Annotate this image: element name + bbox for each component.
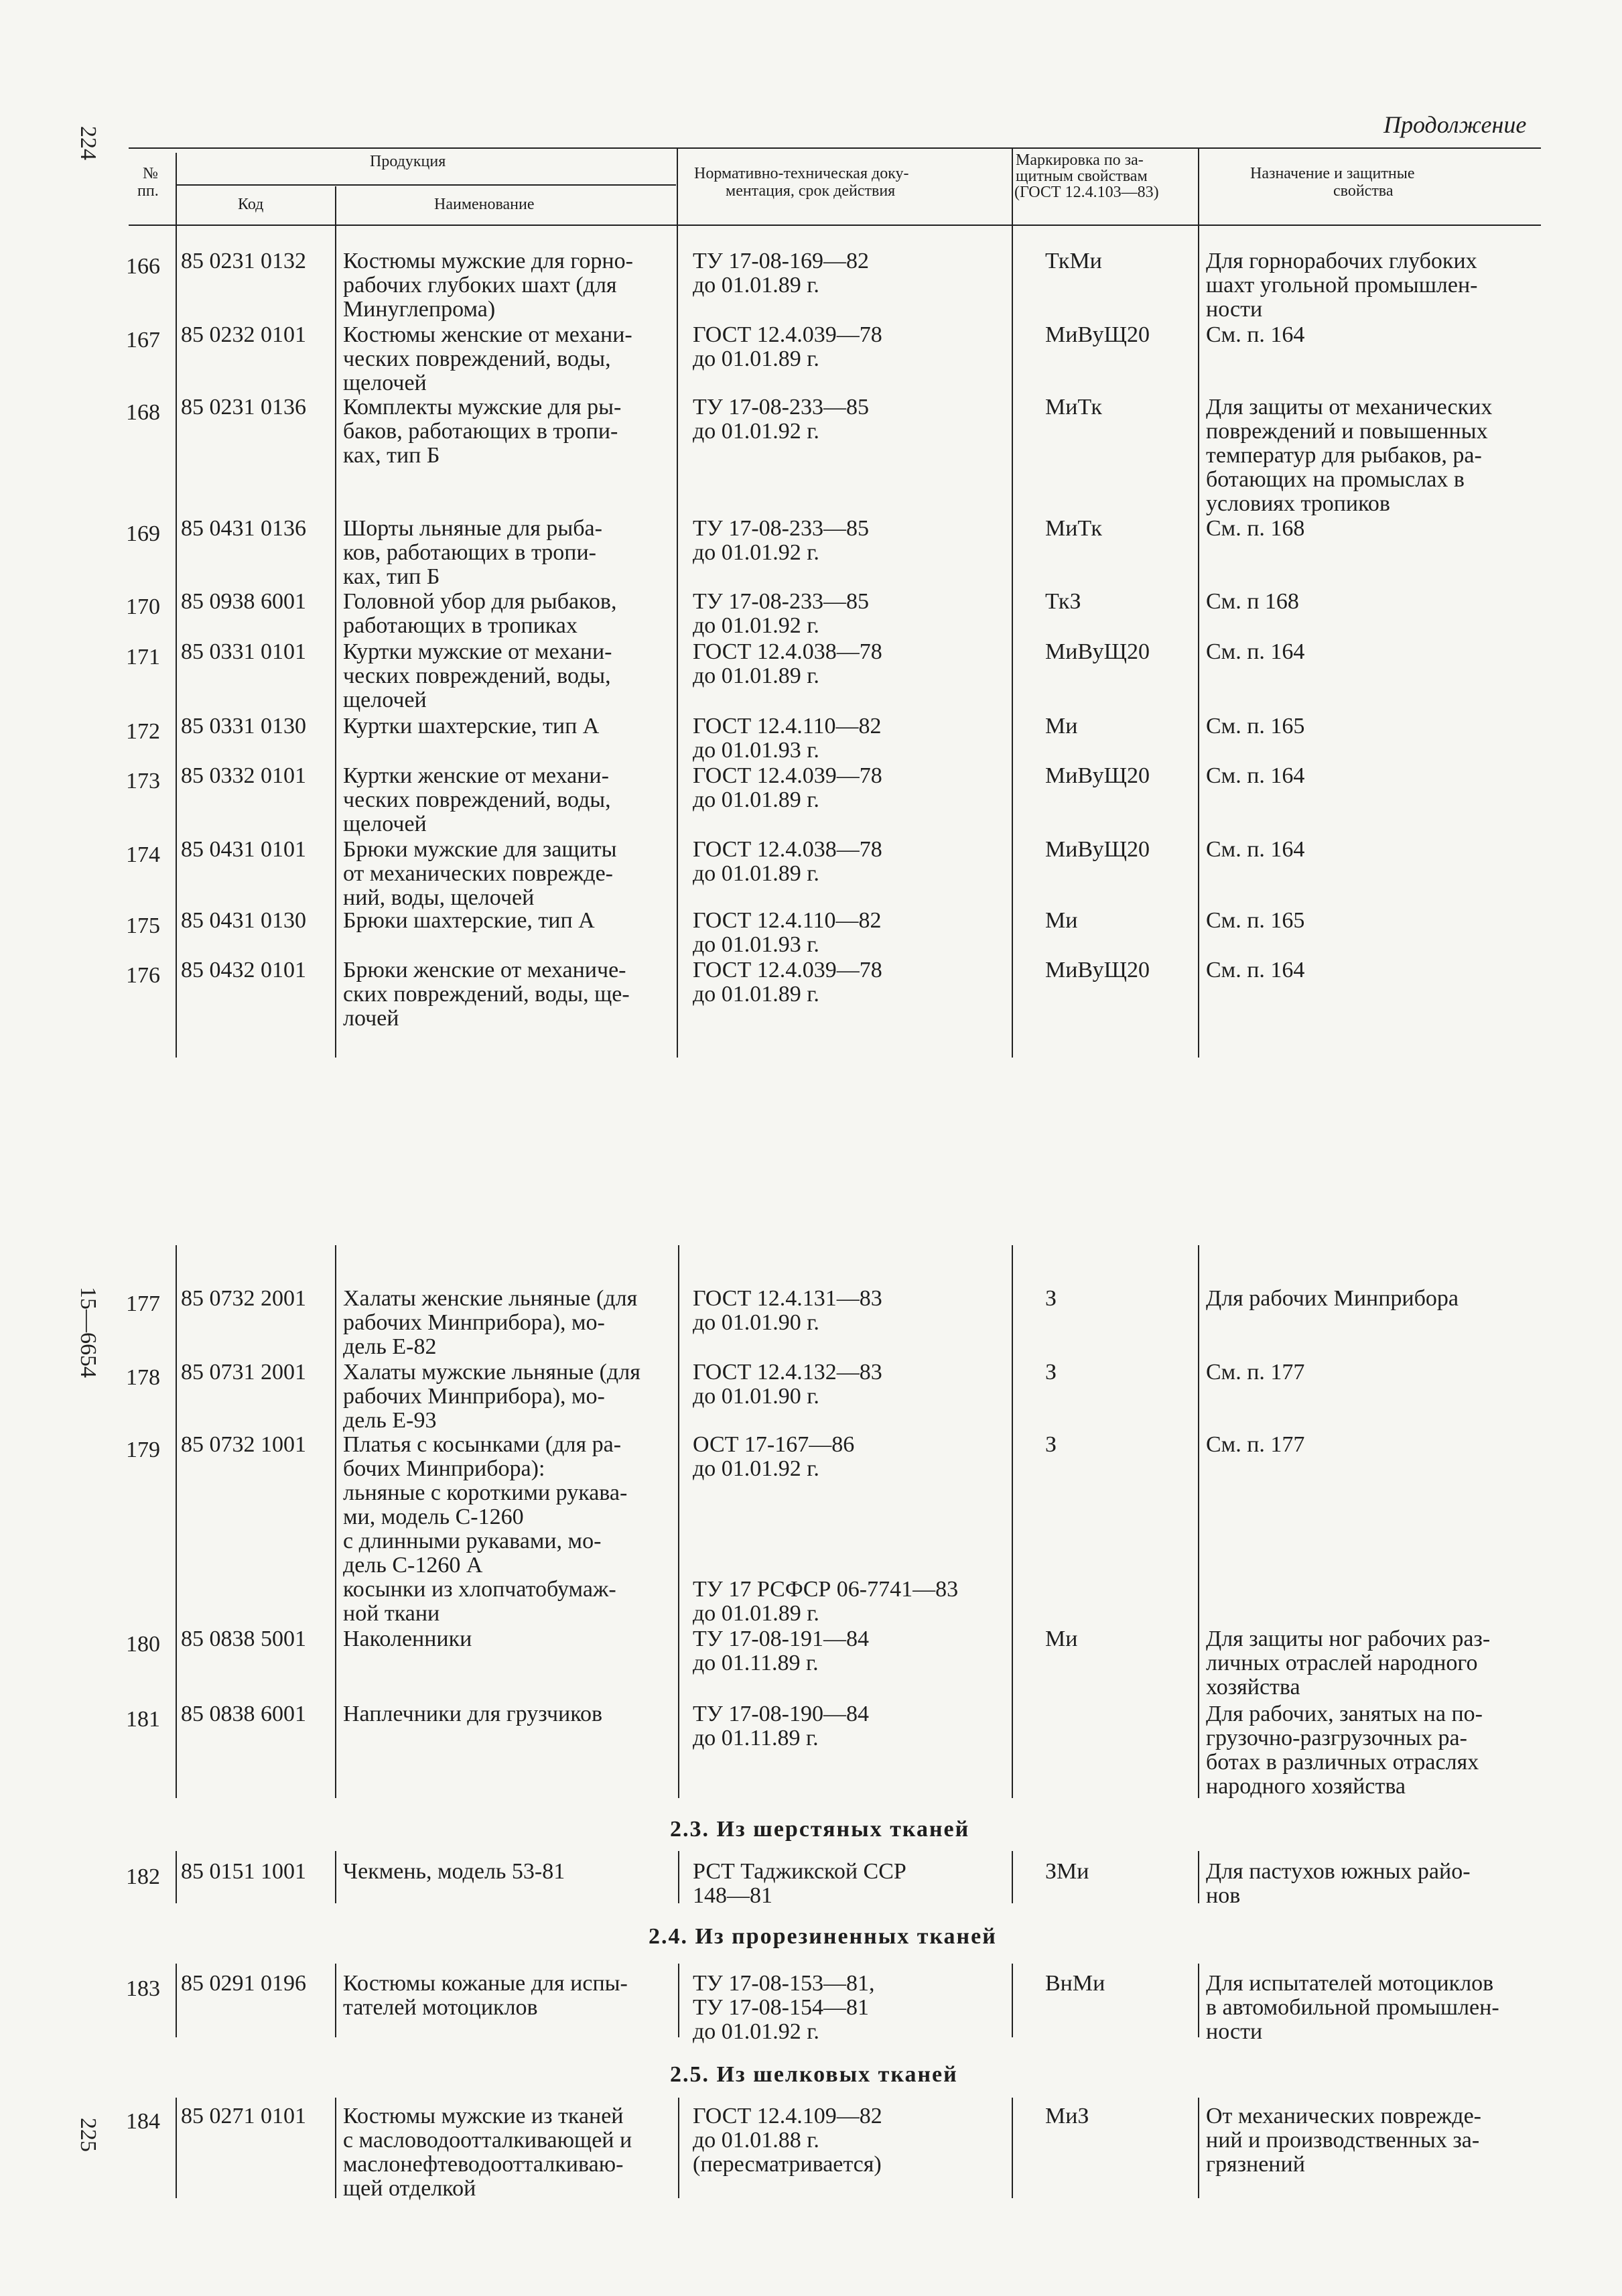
norm-doc-line: до 01.01.92 г.: [693, 613, 819, 638]
purpose-line: ботающих на промыслах в: [1206, 467, 1465, 492]
product-subrule: [176, 184, 676, 186]
product-code: 85 0732 1001: [181, 1432, 306, 1457]
product-name-line: ках, тип Б: [343, 564, 440, 589]
norm-doc-line: ГОСТ 12.4.131—83: [693, 1286, 882, 1311]
purpose-line: хозяйства: [1206, 1675, 1300, 1700]
col-rule-182a: [176, 1851, 177, 1903]
row-number: 180: [126, 1632, 160, 1657]
norm-doc-line: РСТ Таджикской ССР: [693, 1859, 906, 1884]
protection-marking: МиЗ: [1045, 2104, 1089, 2128]
norm-doc-line: ТУ 17-08-190—84: [693, 1702, 869, 1726]
product-name-line: баков, работающих в тропи-: [343, 419, 618, 444]
norm-doc-line: ОСТ 17-167—86: [693, 1432, 855, 1457]
purpose-line: в автомобильной промышлен-: [1206, 1995, 1499, 2020]
product-name-line: лочей: [343, 1006, 399, 1031]
row-number: 178: [126, 1365, 160, 1390]
product-name-line: Костюмы мужские из тканей: [343, 2104, 624, 2128]
product-name-line: дель Е-93: [343, 1408, 437, 1433]
protection-marking: МиВуЩ20: [1045, 763, 1150, 788]
product-name-line: Брюки шахтерские, тип А: [343, 908, 595, 933]
header-product: Продукция: [370, 153, 446, 170]
header-name: Наименование: [434, 196, 535, 213]
product-name-line: бочих Минприбора):: [343, 1456, 545, 1481]
product-name-line: ков, работающих в тропи-: [343, 540, 596, 565]
protection-marking: МиВуЩ20: [1045, 639, 1150, 664]
product-name-line: Костюмы кожаные для испы-: [343, 1971, 628, 1996]
norm-doc-line: (пересматривается): [693, 2152, 882, 2177]
product-name-line: рабочих Минприбора), мо-: [343, 1310, 605, 1335]
col-rule-182c: [678, 1851, 679, 1903]
product-code: 85 0431 0101: [181, 837, 306, 862]
col-rule-2: [335, 186, 336, 1058]
norm-doc-line: до 01.01.88 г.: [693, 2128, 819, 2153]
page-number-right: 225: [76, 2118, 100, 2152]
norm-doc-line: до 01.01.89 г.: [693, 273, 819, 298]
purpose-line: температур для рыбаков, ра-: [1206, 443, 1482, 468]
col-rule-182d: [1012, 1851, 1013, 1903]
purpose-line: ний и производственных за-: [1206, 2128, 1480, 2153]
product-code: 85 0432 0101: [181, 958, 306, 982]
col-rule-184a: [176, 2098, 177, 2198]
product-code: 85 0938 6001: [181, 589, 306, 614]
purpose-line: Для пастухов южных райо-: [1206, 1859, 1471, 1884]
product-name-line: ми, модель С-1260: [343, 1505, 524, 1529]
protection-marking: Ми: [1045, 1627, 1078, 1651]
norm-doc-line: ГОСТ 12.4.110—82: [693, 714, 882, 739]
norm-doc-line: до 01.11.89 г.: [693, 1726, 819, 1750]
col-rule-183d: [1012, 1964, 1013, 2037]
col-rule-184b: [335, 2098, 336, 2198]
product-name-line: дель Е-82: [343, 1334, 437, 1359]
row-number: 169: [126, 521, 160, 546]
purpose-line: Для испытателей мотоциклов: [1206, 1971, 1494, 1996]
product-code: 85 0271 0101: [181, 2104, 306, 2128]
purpose-line: шахт угольной промышлен-: [1206, 273, 1478, 298]
norm-doc-line: до 01.01.89 г.: [693, 787, 819, 812]
norm-doc-line: до 01.01.90 г.: [693, 1310, 819, 1335]
protection-marking: Ми: [1045, 908, 1078, 933]
purpose-line: См. п. 164: [1206, 763, 1305, 788]
purpose-line: См. п. 177: [1206, 1360, 1305, 1385]
col-rule-182b: [335, 1851, 336, 1903]
product-name-line: Головной убор для рыбаков,: [343, 589, 617, 614]
col-rule-3: [677, 149, 678, 1058]
product-code: 85 0838 5001: [181, 1627, 306, 1651]
row-number: 182: [126, 1864, 160, 1889]
row-number: 166: [126, 254, 160, 279]
purpose-line: См. п. 164: [1206, 322, 1305, 347]
norm-doc-line: до 01.01.92 г.: [693, 2019, 819, 2044]
norm-doc-line: 148—81: [693, 1883, 772, 1908]
purpose-line: условиях тропиков: [1206, 491, 1390, 516]
protection-marking: ТкМи: [1045, 249, 1102, 273]
product-name-line: Платья с косынками (для ра-: [343, 1432, 622, 1457]
product-name-line: ских повреждений, воды, ще-: [343, 982, 630, 1007]
row-number: 183: [126, 1976, 160, 2001]
col-rule-1b: [176, 1245, 177, 1798]
norm-doc-line: ТУ 17-08-233—85: [693, 589, 869, 614]
header-code: Код: [238, 196, 264, 213]
purpose-line: Для горнорабочих глубоких: [1206, 249, 1477, 273]
product-name-line: щелочей: [343, 812, 427, 836]
col-rule-183c: [678, 1964, 679, 2037]
protection-marking: МиВуЩ20: [1045, 837, 1150, 862]
product-code: 85 0331 0130: [181, 714, 306, 739]
product-name-line: ческих повреждений, воды,: [343, 787, 611, 812]
product-name-line: Костюмы мужские для горно-: [343, 249, 633, 273]
product-name-line: дель С-1260 А: [343, 1553, 483, 1578]
protection-marking: Ми: [1045, 714, 1078, 739]
purpose-line: народного хозяйства: [1206, 1774, 1406, 1799]
section-heading-silk: 2.5. Из шелковых тканей: [670, 2062, 958, 2087]
product-code: 85 0231 0132: [181, 249, 306, 273]
product-name-line: Комплекты мужские для ры-: [343, 395, 622, 420]
product-code: 85 0231 0136: [181, 395, 306, 420]
product-code: 85 0732 2001: [181, 1286, 306, 1311]
norm-doc-line: ГОСТ 12.4.039—78: [693, 958, 882, 982]
protection-marking: З: [1045, 1286, 1057, 1311]
col-rule-5b: [1198, 1245, 1199, 1798]
header-purpose: Назначение и защитные: [1250, 165, 1415, 182]
purpose-line: См. п. 164: [1206, 837, 1305, 862]
row-number: 167: [126, 328, 160, 353]
product-name-line: рабочих глубоких шахт (для: [343, 273, 617, 298]
norm-doc-line: ГОСТ 12.4.039—78: [693, 763, 882, 788]
continuation-label: Продолжение: [1383, 111, 1527, 138]
col-rule-184d: [1012, 2098, 1013, 2198]
col-rule-5: [1198, 149, 1199, 1058]
header-purpose-2: свойства: [1333, 182, 1394, 200]
row-number: 175: [126, 913, 160, 938]
norm-doc-line: ТУ 17-08-233—85: [693, 395, 869, 420]
purpose-line: См. п. 168: [1206, 516, 1305, 541]
product-name-line: Куртки женские от механи-: [343, 763, 609, 788]
product-name-line: Шорты льняные для рыба-: [343, 516, 602, 541]
product-code: 85 0151 1001: [181, 1859, 306, 1884]
purpose-line: ботах в различных отраслях: [1206, 1750, 1479, 1775]
product-name-line: тателей мотоциклов: [343, 1995, 538, 2020]
product-name-line: Костюмы женские от механи-: [343, 322, 632, 347]
purpose-line: См. п 168: [1206, 589, 1299, 614]
product-name-line: Брюки женские от механиче-: [343, 958, 626, 982]
product-name-line: льняные с короткими рукава-: [343, 1480, 628, 1505]
purpose-line: Для рабочих Минприбора: [1206, 1286, 1459, 1311]
product-name-line: Чекмень, модель 53-81: [343, 1859, 565, 1884]
purpose-line: См. п. 164: [1206, 958, 1305, 982]
row-number: 174: [126, 842, 160, 867]
row-number: 177: [126, 1291, 160, 1316]
norm-doc-line: ТУ 17 РСФСР 06-7741—83: [693, 1577, 959, 1602]
norm-doc-line: до 01.01.89 г.: [693, 982, 819, 1007]
product-name-line: косынки из хлопчатобумаж-: [343, 1577, 616, 1602]
col-rule-3b: [678, 1245, 679, 1798]
product-name-line: с длинными рукавами, мо-: [343, 1529, 602, 1553]
norm-doc-line: до 01.01.89 г.: [693, 1601, 819, 1626]
purpose-line: Для рабочих, занятых на по-: [1206, 1702, 1483, 1726]
product-name-line: работающих в тропиках: [343, 613, 578, 638]
purpose-line: повреждений и повышенных: [1206, 419, 1488, 444]
norm-doc-line: ТУ 17-08-153—81,: [693, 1971, 875, 1996]
row-number: 176: [126, 963, 160, 988]
purpose-line: ности: [1206, 297, 1263, 322]
header-num: №: [143, 165, 158, 182]
product-name-line: Куртки шахтерские, тип А: [343, 714, 600, 739]
protection-marking: МиВуЩ20: [1045, 958, 1150, 982]
product-name-line: ной ткани: [343, 1601, 440, 1626]
norm-doc-line: до 01.01.89 г.: [693, 663, 819, 688]
purpose-line: Для защиты от механических: [1206, 395, 1493, 420]
protection-marking: МиТк: [1045, 395, 1102, 420]
norm-doc-line: ГОСТ 12.4.109—82: [693, 2104, 882, 2128]
section-heading-rubberized: 2.4. Из прорезиненных тканей: [649, 1924, 997, 1949]
row-number: 184: [126, 2109, 160, 2134]
purpose-line: См. п. 165: [1206, 714, 1305, 739]
purpose-line: См. п. 165: [1206, 908, 1305, 933]
norm-doc-line: до 01.01.93 г.: [693, 932, 819, 957]
product-name-line: щей отделкой: [343, 2176, 476, 2201]
row-number: 171: [126, 645, 160, 669]
product-name-line: Халаты женские льняные (для: [343, 1286, 638, 1311]
col-rule-1: [176, 153, 177, 1058]
norm-doc-line: до 01.01.92 г.: [693, 1456, 819, 1481]
product-name-line: от механических поврежде-: [343, 861, 613, 886]
col-rule-183a: [176, 1964, 177, 2037]
norm-doc-line: до 01.01.90 г.: [693, 1384, 819, 1409]
purpose-line: ности: [1206, 2019, 1263, 2044]
product-name-line: Наплечники для грузчиков: [343, 1702, 603, 1726]
header-norm-2: ментация, срок действия: [726, 182, 896, 200]
signature-mark: 15—6654: [76, 1287, 100, 1378]
product-name-line: Брюки мужские для защиты: [343, 837, 617, 862]
col-rule-183b: [335, 1964, 336, 2037]
header-mark: Маркировка по за-: [1016, 151, 1144, 169]
protection-marking: МиТк: [1045, 516, 1102, 541]
purpose-line: нов: [1206, 1883, 1241, 1908]
product-code: 85 0431 0130: [181, 908, 306, 933]
norm-doc-line: ГОСТ 12.4.132—83: [693, 1360, 882, 1385]
norm-doc-line: ГОСТ 12.4.039—78: [693, 322, 882, 347]
norm-doc-line: до 01.01.89 г.: [693, 861, 819, 886]
purpose-line: См. п. 177: [1206, 1432, 1305, 1457]
product-name-line: Наколенники: [343, 1627, 472, 1651]
product-name-line: ках, тип Б: [343, 443, 440, 468]
product-code: 85 0331 0101: [181, 639, 306, 664]
purpose-line: Для защиты ног рабочих раз-: [1206, 1627, 1491, 1651]
col-rule-183e: [1198, 1964, 1199, 2037]
protection-marking: З: [1045, 1432, 1057, 1457]
header-mark-2: щитным свойствам: [1016, 168, 1148, 185]
protection-marking: МиВуЩ20: [1045, 322, 1150, 347]
protection-marking: З: [1045, 1360, 1057, 1385]
norm-doc-line: до 01.11.89 г.: [693, 1651, 819, 1675]
row-number: 181: [126, 1707, 160, 1732]
product-name-line: щелочей: [343, 688, 427, 712]
page-number-left: 224: [76, 126, 100, 160]
product-code: 85 0731 2001: [181, 1360, 306, 1385]
col-rule-182e: [1198, 1851, 1199, 1903]
col-rule-2b: [335, 1245, 336, 1798]
norm-doc-line: до 01.01.92 г.: [693, 540, 819, 565]
product-name-line: Куртки мужские от механи-: [343, 639, 612, 664]
col-rule-4b: [1012, 1245, 1013, 1798]
product-name-line: маслонефтеводоотталкиваю-: [343, 2152, 624, 2177]
purpose-line: От механических поврежде-: [1206, 2104, 1481, 2128]
norm-doc-line: ТУ 17-08-233—85: [693, 516, 869, 541]
header-bottom-rule: [129, 225, 1541, 226]
product-name-line: рабочих Минприбора), мо-: [343, 1384, 605, 1409]
norm-doc-line: ГОСТ 12.4.038—78: [693, 837, 882, 862]
row-number: 172: [126, 719, 160, 744]
norm-doc-line: ГОСТ 12.4.110—82: [693, 908, 882, 933]
purpose-line: См. п. 164: [1206, 639, 1305, 664]
header-norm: Нормативно-техническая доку-: [694, 165, 909, 182]
norm-doc-line: до 01.01.93 г.: [693, 738, 819, 763]
col-rule-4: [1012, 149, 1013, 1058]
product-name-line: с масловодоотталкивающей и: [343, 2128, 632, 2153]
row-number: 170: [126, 594, 160, 619]
section-heading-wool: 2.3. Из шерстяных тканей: [670, 1817, 970, 1842]
purpose-line: грязнений: [1206, 2152, 1305, 2177]
row-number: 168: [126, 400, 160, 425]
product-code: 85 0332 0101: [181, 763, 306, 788]
product-code: 85 0291 0196: [181, 1971, 306, 1996]
protection-marking: ВнМи: [1045, 1971, 1105, 1996]
product-code: 85 0232 0101: [181, 322, 306, 347]
product-code: 85 0838 6001: [181, 1702, 306, 1726]
product-name-line: щелочей: [343, 371, 427, 395]
product-name-line: ний, воды, щелочей: [343, 885, 535, 910]
col-rule-184e: [1198, 2098, 1199, 2198]
header-num-2: пп.: [137, 182, 159, 200]
product-name-line: ческих повреждений, воды,: [343, 663, 611, 688]
product-name-line: Минуглепрома): [343, 297, 496, 322]
norm-doc-line: до 01.01.92 г.: [693, 419, 819, 444]
norm-doc-line: ГОСТ 12.4.038—78: [693, 639, 882, 664]
norm-doc-line: ТУ 17-08-154—81: [693, 1995, 869, 2020]
col-rule-184c: [678, 2098, 679, 2198]
row-number: 173: [126, 769, 160, 793]
protection-marking: ЗМи: [1045, 1859, 1089, 1884]
row-number: 179: [126, 1438, 160, 1462]
header-mark-3: (ГОСТ 12.4.103—83): [1014, 184, 1159, 201]
product-code: 85 0431 0136: [181, 516, 306, 541]
norm-doc-line: ТУ 17-08-191—84: [693, 1627, 869, 1651]
product-name-line: ческих повреждений, воды,: [343, 346, 611, 371]
protection-marking: ТкЗ: [1045, 589, 1081, 614]
purpose-line: личных отраслей народного: [1206, 1651, 1478, 1675]
header-top-rule: [129, 147, 1541, 149]
norm-doc-line: до 01.01.89 г.: [693, 346, 819, 371]
norm-doc-line: ТУ 17-08-169—82: [693, 249, 869, 273]
purpose-line: грузочно-разгрузочных ра-: [1206, 1726, 1467, 1750]
product-name-line: Халаты мужские льняные (для: [343, 1360, 640, 1385]
